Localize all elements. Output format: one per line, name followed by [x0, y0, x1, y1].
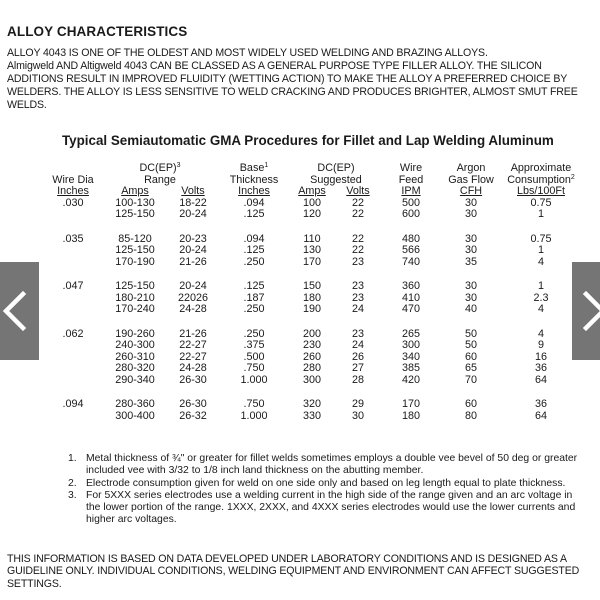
table-cell: 64 [534, 409, 547, 422]
header-suggested: DC(EP) [317, 162, 355, 174]
table-cell: 29 [351, 398, 364, 410]
table-cell: 22-27 [179, 339, 207, 351]
table-cell: 30 [464, 291, 477, 304]
table-cell: 300 [401, 339, 420, 351]
table-cell: 22 [351, 244, 364, 256]
table-cell: 30 [464, 196, 477, 209]
table-cell: 30 [464, 232, 477, 245]
wire-dia-cell: .035 [62, 232, 84, 245]
table-cell: 20-23 [179, 232, 207, 245]
table-cell: 500 [401, 196, 420, 209]
table-cell: .094 [243, 232, 265, 245]
table-cell: 9 [537, 339, 544, 351]
wire-dia-cell [44, 304, 102, 316]
table-cell: 36 [534, 398, 547, 410]
table-cell: 23 [351, 255, 364, 268]
table-cell: 70 [464, 373, 477, 386]
wire-dia-cell [44, 209, 102, 221]
header-argon: Argon [456, 162, 486, 174]
table-cell: .250 [243, 327, 265, 340]
wire-dia-cell: .094 [62, 398, 84, 410]
table-cell: 260-310 [115, 350, 155, 363]
table-cell: 340 [401, 350, 420, 363]
intro-line-1: ALLOY 4043 IS ONE OF THE OLDEST AND MOST WIDELY USED WELDING AND BRAZING ALLOYS. [7, 47, 488, 59]
table-cell: .375 [243, 339, 265, 351]
table-cell: 22 [351, 232, 364, 245]
table-cell: 240-300 [115, 339, 155, 351]
wire-dia-cell [44, 293, 102, 305]
table-cell: 30 [464, 244, 477, 256]
footnotes [68, 453, 588, 527]
table-cell: 20-24 [179, 208, 207, 220]
wire-dia-cell [44, 411, 102, 423]
table-cell: 110 [303, 232, 321, 245]
header-range: DC(EP)$^3$ [139, 162, 181, 174]
table-row [44, 257, 580, 269]
table-cell: 290-340 [115, 373, 155, 386]
table-cell: 170-190 [115, 255, 155, 268]
table-cell: .250 [243, 303, 265, 315]
gma-procedures-table [44, 163, 580, 422]
table-cell: 4 [537, 303, 544, 315]
table-cell: 30 [464, 280, 477, 292]
table-cell: 480 [401, 232, 420, 245]
table-row [44, 399, 580, 411]
table-cell: 21-26 [179, 327, 207, 340]
table-header-row-2: Wire Dia Range Thickness Suggested Feed Gas Flow Consumption$^2$ [44, 175, 580, 187]
table-cell: 0.75 [530, 232, 552, 245]
table-cell: 23 [351, 291, 364, 304]
table-cell: 28 [351, 373, 364, 386]
table-cell: 26-30 [179, 373, 207, 386]
table-cell: 125-150 [115, 280, 155, 292]
wire-dia-cell [44, 340, 102, 352]
table-cell: .187 [243, 291, 265, 304]
table-cell: 24 [351, 303, 364, 315]
table-cell: 280 [302, 362, 321, 374]
table-cell: 20-24 [179, 244, 207, 256]
table-cell: 60 [464, 350, 477, 363]
table-cell: 36 [534, 362, 547, 374]
table-cell: 50 [464, 327, 477, 340]
table-cell: 320 [302, 398, 321, 410]
previous-page-button[interactable] [0, 262, 39, 360]
table-header-row-1 [44, 163, 580, 175]
table-cell: .750 [243, 362, 265, 374]
header-base: Base$^1$ [239, 162, 269, 174]
table-cell: 23 [351, 327, 364, 340]
wire-dia-cell [44, 257, 102, 269]
wire-dia-cell: .062 [62, 327, 84, 340]
table-cell: 1.000 [240, 373, 268, 386]
table-cell: 120 [302, 208, 321, 220]
table-cell: 23 [351, 280, 364, 292]
table-cell: 24-28 [179, 362, 207, 374]
table-cell: 170-240 [115, 303, 155, 315]
section-heading: ALLOY CHARACTERISTICS [7, 24, 188, 39]
table-cell: 22 [351, 196, 364, 209]
table-cell: 470 [401, 303, 420, 315]
table-cell: 566 [401, 244, 420, 256]
table-cell: 4 [537, 327, 544, 340]
table-cell: 130 [302, 244, 321, 256]
table-cell: .125 [243, 280, 265, 292]
table-cell: 35 [464, 255, 477, 268]
disclaimer-text: THIS INFORMATION IS BASED ON DATA DEVELOPED UNDER LABORATORY CONDITIONS AND IS DESIGNED AS A GUIDELINE ONLY. INDIVIDUAL CONDITIONS, WELDING EQUIPMENT AND ENVIRONMENT CAN AFFECT SUGGESTED SETTINGS. [7, 553, 580, 590]
table-cell: 24-28 [179, 303, 207, 315]
table-cell: 27 [351, 362, 364, 374]
table-units-row: Inches Amps Volts Inches Amps Volts IPM CFH Lbs/100Ft [57, 185, 566, 197]
table-cell: 16 [534, 350, 547, 363]
table-cell: 360 [401, 280, 420, 292]
table-cell: 170 [302, 255, 321, 268]
table-cell: 80 [464, 409, 477, 422]
footnote-1: 1. Metal thickness of ¾" or greater for fillet welds sometimes employs a double vee bevel of 50 deg or greater included vee with 3/32 to 1/8 inch land thickness on the abutting member. [68, 453, 578, 477]
table-cell: 60 [464, 398, 477, 410]
table-cell: 170 [401, 398, 420, 410]
table-row [44, 411, 580, 423]
table-cell: 280-320 [115, 362, 155, 374]
table-cell: 100 [302, 196, 321, 209]
table-cell: 410 [401, 291, 420, 304]
table-cell: 420 [401, 373, 420, 386]
table-cell: 85-120 [118, 232, 152, 245]
table-cell: 150 [302, 280, 321, 292]
table-cell: 1 [537, 244, 544, 256]
table-cell: .125 [243, 208, 265, 220]
table-cell: 2.3 [533, 291, 549, 304]
group-spacer [44, 221, 580, 234]
table-cell: 22 [351, 208, 364, 220]
header-wire-dia: Wire Dia [52, 173, 94, 186]
table-cell: .094 [243, 196, 265, 209]
next-page-button[interactable] [572, 262, 600, 360]
table-cell: 740 [401, 255, 420, 268]
table-cell: 125-150 [115, 244, 155, 256]
table-cell: 190-260 [115, 327, 155, 340]
table-cell: 190 [302, 303, 321, 315]
table-cell: 1 [537, 208, 544, 220]
table-cell: 20-24 [179, 280, 207, 292]
footnote-3: 3. For 5XXX series electrodes use a welding current in the high side of the range given and an arc voltage in the lower portion of the range. 1XXX, 2XXX, and 4XXX series electrodes would use the lower currents and higher arc voltages. [68, 489, 576, 526]
table-cell: 1.000 [240, 409, 268, 422]
intro-paragraph-2: Almigweld AND Altigweld 4043 CAN BE CLASSED AS A GENERAL PURPOSE TYPE FILLER ALLOY. THE SILICON ADDITIONS RESULT IN IMPROVED FLUIDITY (WETTING ACTION) TO MAKE THE ALLOY A PREFERRED CHOICE BY WELDERS. THE ALLOY IS LESS SENSITIVE TO WELD CRACKING AND PRODUCES BRIGHTER, ALMOST SMUT FREE WELDS. [7, 60, 578, 111]
table-cell: 26 [351, 350, 364, 363]
header-consumption: Approximate [510, 162, 572, 174]
wire-dia-cell: .030 [62, 196, 84, 209]
table-cell: 65 [464, 362, 477, 374]
table-cell: .250 [243, 255, 265, 268]
table-cell: 22026 [177, 291, 209, 304]
table-cell: 26-32 [179, 409, 207, 422]
table-title: Typical Semiautomatic GMA Procedures for Fillet and Lap Welding Aluminum [62, 133, 554, 148]
group-spacer [44, 316, 580, 329]
wire-dia-cell [44, 375, 102, 387]
table-cell: 180-210 [115, 291, 155, 304]
table-row [44, 375, 580, 387]
table-row [44, 281, 580, 293]
table-cell: 4 [537, 255, 544, 268]
table-cell: 0.75 [530, 196, 552, 209]
table-cell: 125-150 [115, 208, 155, 220]
table-cell: 18-22 [179, 196, 207, 209]
footnote-2: 2. Electrode consumption given for weld on one side only and based on leg length equal to plate thickness. [68, 477, 566, 489]
table-cell: 64 [534, 373, 547, 386]
table-cell: .500 [243, 350, 265, 363]
wire-dia-cell: .047 [62, 280, 84, 292]
table-cell: 300-400 [115, 409, 155, 422]
table-cell: 600 [401, 208, 420, 220]
table-cell: 385 [401, 362, 420, 374]
table-cell: 260 [302, 350, 321, 363]
table-row [44, 304, 580, 316]
table-cell: 26-30 [179, 398, 207, 410]
table-cell: 30 [351, 409, 364, 422]
table-cell: 100-130 [115, 196, 155, 209]
table-cell: 1 [537, 280, 544, 292]
table-cell: 21-26 [179, 255, 207, 268]
table-cell: 280-360 [115, 398, 155, 410]
table-cell: 180 [302, 291, 321, 304]
wire-dia-cell [44, 245, 102, 257]
table-cell: 330 [302, 409, 321, 422]
header-wire-feed: Wire [399, 162, 423, 174]
intro-text [7, 47, 597, 112]
table-row [44, 245, 580, 257]
wire-dia-cell [44, 363, 102, 375]
table-cell: 30 [464, 208, 477, 220]
table-cell: .750 [243, 398, 265, 410]
chevron-right-icon [572, 262, 600, 360]
table-cell: 40 [464, 303, 477, 315]
table-cell: 180 [401, 409, 420, 422]
wire-dia-cell [44, 352, 102, 364]
table-cell: 24 [351, 339, 364, 351]
table-cell: 50 [464, 339, 477, 351]
table-row [44, 363, 580, 375]
table-cell: 22-27 [179, 350, 207, 363]
table-row [44, 340, 580, 352]
table-row [44, 209, 580, 221]
table-cell: 300 [302, 373, 321, 386]
table-cell: 200 [302, 327, 321, 340]
chevron-left-icon [0, 262, 39, 360]
table-cell: 265 [401, 327, 420, 340]
table-cell: .125 [243, 244, 265, 256]
table-cell: 230 [302, 339, 321, 351]
